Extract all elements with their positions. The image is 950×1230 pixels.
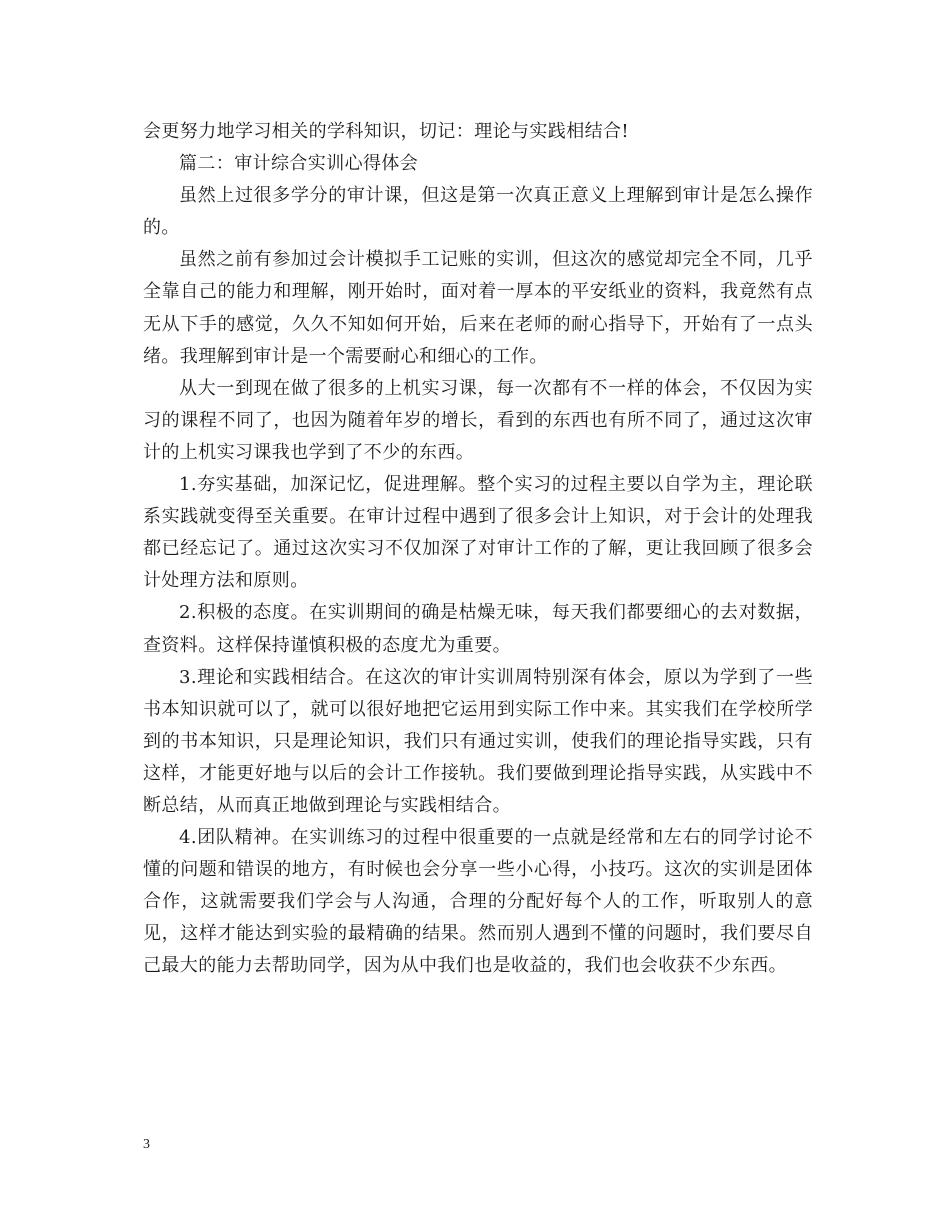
list-item-paragraph: 1.夯实基础，加深记忆，促进理解。整个实习的过程主要以自学为主，理论联系实践就变得至关重要。在审计过程中遇到了很多会计上知识，对于会计的处理我都已经忘记了。通过这次实习不仅加深了对审计工作的了解，更让我回顾了很多会计处理方法和原则。: [143, 474, 813, 592]
paragraph: 虽然上过很多学分的审计课，但这是第一次真正意义上理解到审计是怎么操作的。: [143, 185, 813, 239]
document-body: [143, 116, 813, 983]
paragraph: 虽然之前有参加过会计模拟手工记账的实训，但这次的感觉却完全不同，几乎全靠自己的能力和理解，刚开始时，面对着一厚本的平安纸业的资料，我竟然有点无从下手的感觉，久久不知如何开始，后来在老师的耐心指导下，开始有了一点头绪。我理解到审计是一个需要耐心和细心的工作。: [143, 249, 813, 367]
list-item-paragraph: 4.团队精神。在实训练习的过程中很重要的一点就是经常和左右的同学讨论不懂的问题和错误的地方，有时候也会分享一些小心得，小技巧。这次的实训是团体合作，这就需要我们学会与人沟通，合理的分配好每个人的工作，听取别人的意见，这样才能达到实验的最精确的结果。然而别人遇到不懂的问题时，我们要尽自己最大的能力去帮助同学，因为从中我们也是收益的，我们也会收获不少东西。: [143, 827, 813, 977]
page-number: 3: [143, 1137, 150, 1152]
paragraph-continuation: 会更努力地学习相关的学科知识，切记：理论与实践相结合!: [143, 121, 630, 142]
section-heading: 篇二：审计综合实训心得体会: [179, 153, 419, 175]
paragraph: 从大一到现在做了很多的上机实习课，每一次都有不一样的体会，不仅因为实习的课程不同了，也因为随着年岁的增长，看到的东西也有所不同了，通过这次审计的上机实习课我也学到了不少的东西。: [143, 377, 813, 463]
list-item-paragraph: 3.理论和实践相结合。在这次的审计实训周特别深有体会，原以为学到了一些书本知识就可以了，就可以很好地把它运用到实际工作中来。其实我们在学校所学到的书本知识，只是理论知识，我们只有通过实训，使我们的理论指导实践，只有这样，才能更好地与以后的会计工作接轨。我们要做到理论指导实践，从实践中不断总结，从而真正地做到理论与实践相结合。: [143, 666, 813, 816]
list-item-paragraph: 2.积极的态度。在实训期间的确是枯燥无味，每天我们都要细心的去对数据，查资料。这样保持谨慎积极的态度尤为重要。: [143, 602, 813, 656]
